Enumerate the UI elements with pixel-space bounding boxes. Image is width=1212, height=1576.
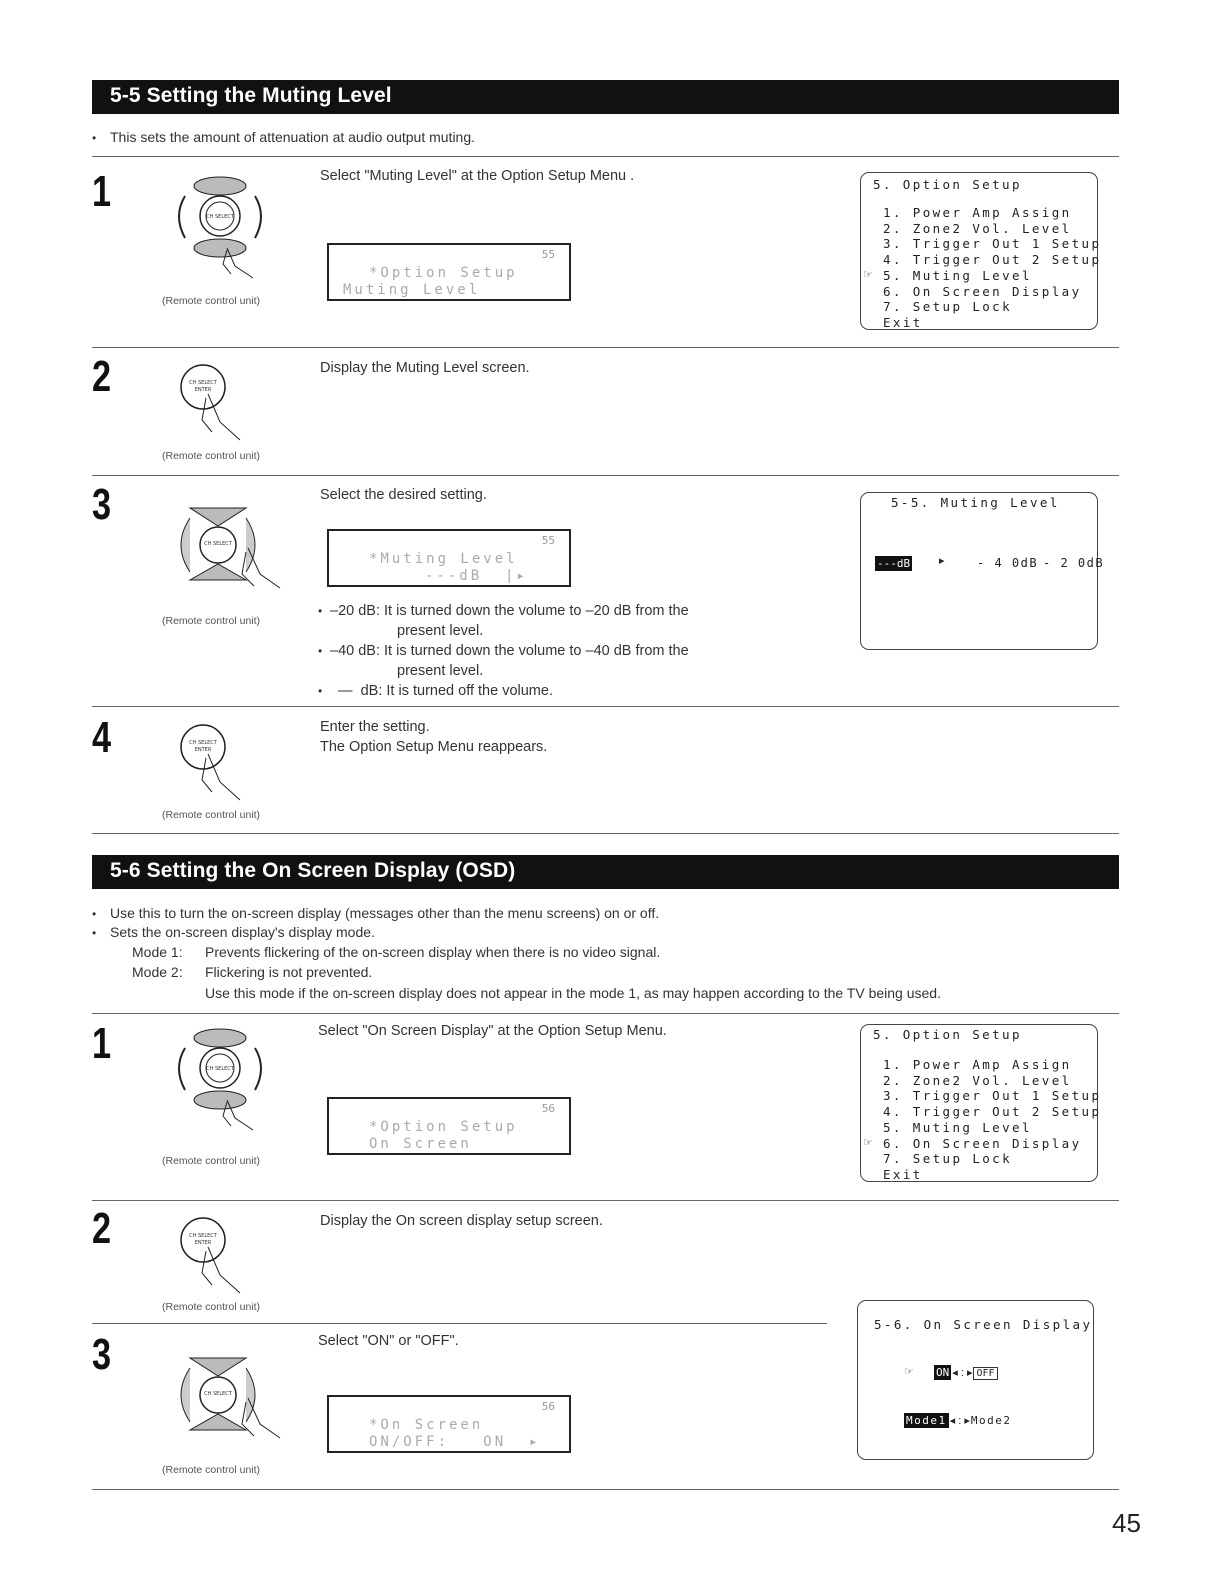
remote-enter-button-icon	[178, 722, 258, 812]
svg-text:CH SELECT: CH SELECT	[206, 1066, 234, 1072]
lcd-display: 56 *Option Setup On Screen	[327, 1097, 571, 1155]
divider	[92, 1489, 1119, 1490]
divider	[92, 1323, 827, 1324]
step-number: 2	[92, 1204, 112, 1253]
lcd-display: 56 *On Screen ON/OFF: ON ▸	[327, 1395, 571, 1453]
mode-selector	[904, 1411, 1011, 1429]
step-instruction: Display the On screen display setup screen.	[320, 1213, 603, 1229]
section-title: 5-6 Setting the On Screen Display (OSD)	[110, 859, 516, 882]
svg-text:CH SELECT: CH SELECT	[204, 1391, 232, 1397]
lcd-display: 55 *Muting Level ---dB |▸	[327, 529, 571, 587]
remote-caption: (Remote control unit)	[162, 615, 261, 627]
remote-enter-button-icon	[178, 362, 258, 452]
option-bullet: • — dB: It is turned off the volume.	[318, 683, 553, 699]
svg-text:CH SELECT: CH SELECT	[204, 541, 232, 547]
step-number: 3	[92, 480, 112, 529]
bullet-icon: •	[318, 684, 323, 698]
pointer-hand-icon: ☞	[863, 1137, 873, 1149]
selector-arrows: ◂ : ▸	[952, 1367, 973, 1379]
svg-text:ENTER: ENTER	[194, 747, 212, 753]
intro-bullet: • This sets the amount of attenuation at audio output muting.	[92, 127, 475, 148]
osd-muting-level-screen: 5-5. Muting Level ---dB ▸ - 4 0dB - 2 0dB	[860, 492, 1098, 650]
remote-dpad-icon	[165, 1018, 275, 1143]
remote-caption: (Remote control unit)	[162, 450, 261, 462]
divider	[92, 833, 1119, 834]
on-off-selector	[934, 1363, 998, 1381]
bullet-icon: •	[318, 644, 323, 658]
step-number: 3	[92, 1330, 112, 1379]
step-number: 1	[92, 1019, 112, 1068]
step-number: 2	[92, 352, 112, 401]
svg-text:CH SELECT: CH SELECT	[206, 214, 234, 220]
step-instruction: Select "ON" or "OFF".	[318, 1333, 459, 1349]
intro-bullet: • Sets the on-screen display's display mode.	[92, 922, 375, 943]
mode1-option: Mode1	[906, 1414, 947, 1427]
svg-text:CH SELECT: CH SELECT	[189, 380, 217, 386]
bullet-icon: •	[318, 604, 323, 618]
remote-caption: (Remote control unit)	[162, 1155, 261, 1167]
divider	[92, 156, 1119, 157]
osd-on-screen-display: 5-6. On Screen Display ☞ ON ◂ : ▸ OFF Mode1 ◂ : ▸Mode2	[857, 1300, 1094, 1460]
remote-caption: (Remote control unit)	[162, 1301, 261, 1313]
arrow-right-icon: ▸	[939, 555, 945, 567]
bullet-icon: •	[92, 907, 97, 921]
remote-dpad-icon	[162, 490, 282, 605]
mode-label: Mode 1:	[132, 944, 183, 960]
mode-description: Prevents flickering of the on-screen display when there is no video signal.	[205, 944, 661, 960]
divider	[92, 706, 1119, 707]
intro-bullet: • Use this to turn the on-screen display (messages other than the menu screens) on or off.	[92, 903, 659, 924]
svg-text:CH SELECT: CH SELECT	[189, 740, 217, 746]
svg-text:CH SELECT: CH SELECT	[189, 1233, 217, 1239]
selected-option: ---dB	[877, 557, 911, 570]
pointer-hand-icon: ☞	[863, 269, 873, 281]
divider	[92, 1013, 1119, 1014]
bullet-icon: •	[92, 131, 97, 145]
remote-caption: (Remote control unit)	[162, 1464, 261, 1476]
lcd-display: 55 *Option Setup Muting Level	[327, 243, 571, 301]
svg-text:ENTER: ENTER	[194, 1240, 212, 1246]
step-number: 4	[92, 713, 112, 762]
mode-description: Flickering is not prevented.	[205, 964, 373, 980]
mode-label: Mode 2:	[132, 964, 183, 980]
step-number: 1	[92, 167, 112, 216]
divider	[92, 347, 1119, 348]
divider	[92, 1200, 1119, 1201]
pointer-hand-icon: ☞	[904, 1366, 914, 1378]
mode-description: Use this mode if the on-screen display does not appear in the mode 1, as may happen according to the TV being used.	[205, 985, 941, 1001]
step-instruction: Select the desired setting.	[320, 487, 487, 503]
section-title: 5-5 Setting the Muting Level	[110, 84, 392, 107]
svg-text:ENTER: ENTER	[194, 387, 212, 393]
page-number: 45	[1112, 1508, 1141, 1538]
bullet-icon: •	[92, 926, 97, 940]
off-option: OFF	[973, 1367, 997, 1380]
step-instruction: Display the Muting Level screen.	[320, 360, 530, 376]
remote-dpad-icon	[162, 1340, 282, 1455]
on-option: ON	[936, 1366, 950, 1379]
step-instruction: Enter the setting.	[320, 719, 430, 735]
section-banner-5-6	[92, 855, 1119, 889]
section-banner-5-5	[92, 80, 1119, 114]
step-instruction: Select "Muting Level" at the Option Setup Menu .	[320, 168, 635, 184]
option-bullet: • –20 dB: It is turned down the volume to –20 dB from the present level.	[318, 603, 689, 639]
divider	[92, 475, 1119, 476]
osd-option-setup-menu: 5. Option Setup 1. Power Amp Assign 2. Zone2 Vol. Level 3. Trigger Out 1 Setup 4. Trigger Out 2 Setup 5. Muting Level ☞ 6. On Screen Display 7. Setup Lock Exit	[860, 1024, 1098, 1182]
remote-dpad-icon	[165, 166, 275, 291]
selector-arrows: ◂ : ▸	[949, 1415, 970, 1427]
remote-caption: (Remote control unit)	[162, 295, 261, 307]
step-instruction: The Option Setup Menu reappears.	[320, 739, 548, 755]
step-instruction: Select "On Screen Display" at the Option Setup Menu.	[318, 1023, 667, 1039]
option-bullet: • –40 dB: It is turned down the volume to –40 dB from the present level.	[318, 643, 689, 679]
remote-enter-button-icon	[178, 1215, 258, 1305]
remote-caption: (Remote control unit)	[162, 809, 261, 821]
mode2-option: Mode2	[970, 1414, 1012, 1427]
osd-option-setup-menu: 5. Option Setup 1. Power Amp Assign 2. Zone2 Vol. Level 3. Trigger Out 1 Setup 4. Trigger Out 2 Setup ☞ 5. Muting Level 6. On Screen Display 7. Setup Lock Exit	[860, 172, 1098, 330]
